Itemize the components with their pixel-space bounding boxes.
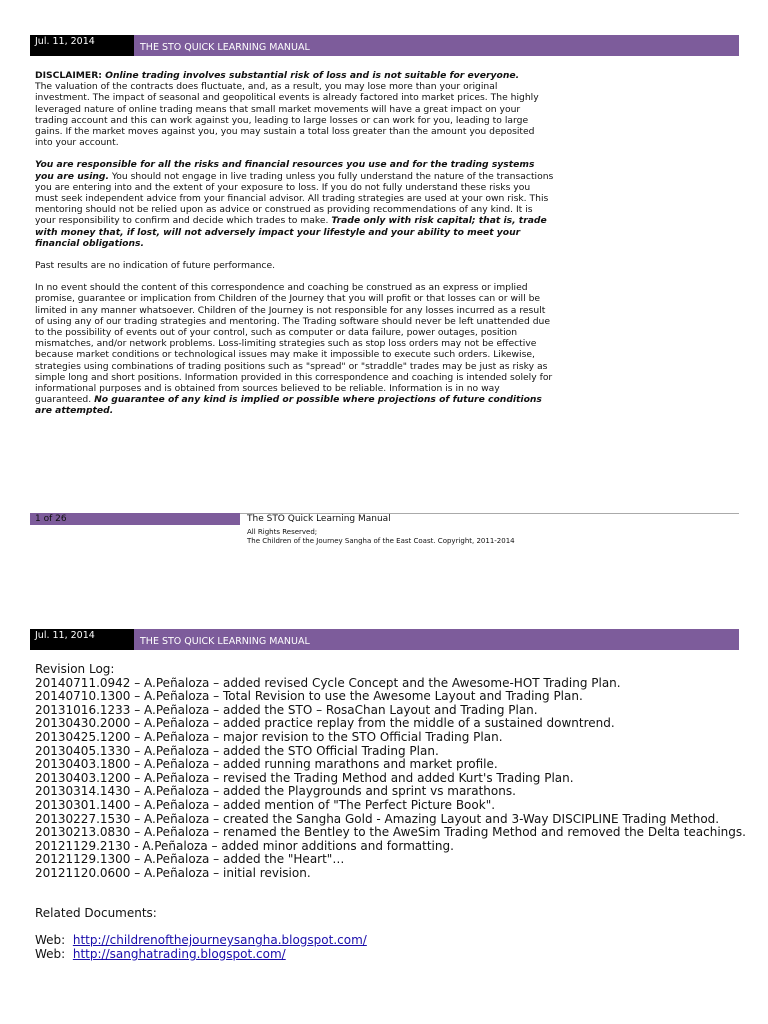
web-link-row <box>35 934 367 948</box>
revision-entry: 20121129.1300 – A.Peñaloza – added the "Heart"… <box>35 852 345 867</box>
revision-log <box>35 663 746 881</box>
footer-copyright: The Children of the Journey Sangha of the East Coast. Copyright, 2011-2014 <box>247 537 515 545</box>
revision-entry: 20121120.0600 – A.Peñaloza – initial revision. <box>35 865 311 880</box>
revision-entry: 20130430.2000 – A.Peñaloza – added practice replay from the middle of a sustained downtrend. <box>35 716 615 731</box>
revision-entry: 20131016.1233 – A.Peñaloza – added the STO – RosaChan Layout and Trading Plan. <box>35 702 538 717</box>
revision-entry: 20130314.1430 – A.Peñaloza – added the Playgrounds and sprint vs marathons. <box>35 784 516 799</box>
no-guarantee-statement: No guarantee of any kind is implied or possible where projections of future conditions are attempted. <box>35 394 542 417</box>
page1-header <box>30 35 739 56</box>
footer-title: The STO Quick Learning Manual <box>247 514 391 524</box>
past-results-note: Past results are no indication of future performance. <box>35 260 276 272</box>
blog-link-children[interactable]: http://childrenofthejourneysangha.blogspot.com/ <box>72 933 367 948</box>
web-label: Web: <box>35 933 66 948</box>
disclaimer-paragraph-1 <box>35 70 555 148</box>
page1-footer <box>30 513 739 553</box>
revision-entry: 20140711.0942 – A.Peñaloza – added revised Cycle Concept and the Awesome-HOT Trading Plan. <box>35 675 621 690</box>
web-link-row <box>35 948 367 962</box>
responsibility-statement: You are responsible for all the risks and financial resources you use and for the trading systems you are using. <box>35 159 535 182</box>
header-date: Jul. 11, 2014 <box>30 35 134 56</box>
disclaimer-label: DISCLAIMER: <box>35 70 102 81</box>
disclaimer <box>35 70 555 428</box>
revision-log-title: Revision Log: <box>35 662 115 676</box>
footer-rights: All Rights Reserved; <box>247 528 318 536</box>
header-date: Jul. 11, 2014 <box>30 629 134 650</box>
disclaimer-text-2: You should not engage in live trading unless you fully understand the nature of the transactions you are entering into and the extent of your exposure to loss. If you do not fully understand these risks you must seek independent advice from your financial advisor. All trading strategies are used at your own risk. This mentoring should not be relied upon as advice or construed as providing recommendations of any kind. It is your responsibility to confirm and decide which trades to make. <box>35 170 554 227</box>
disclaimer-text-4: In no event should the content of this correspondence and coaching be construed as an express or implied promise, guarantee or implication from Children of the Journey that you will profit or that losses can or will be limited in any manner whatsoever. Children of the Journey is not responsible for any losses incurred as a result of using any of our trading strategies and mentoring. The Trading software should never be left unattended due to the possibility of events out of your control, such as computer or data failure, power outages, position mismatches, and/or network problems. Loss-limiting strategies such as stop loss orders may not be effective because market conditions or technological issues may make it impossible to execute such orders. Likewise, strategies using combinations of trading positions such as "spread" or "straddle" trades may be just as risky as simple long and short positions. Information provided in this correspondence and coaching is intended solely for informational purposes and is obtained from sources believed to be reliable. Information is in no way guaranteed. <box>35 282 553 406</box>
page2-header <box>30 629 739 650</box>
disclaimer-headline: Online trading involves substantial risk of loss and is not suitable for everyone. <box>101 70 520 81</box>
revision-entry: 20121129.2130 - A.Peñaloza – added minor additions and formatting. <box>35 838 454 853</box>
revision-entry: 20130403.1200 – A.Peñaloza – revised the Trading Method and added Kurt's Trading Plan. <box>35 770 574 785</box>
revision-entry: 20130227.1530 – A.Peñaloza – created the Sangha Gold - Amazing Layout and 3-Way DISCIPLINE Trading Method. <box>35 811 720 826</box>
disclaimer-paragraph-2 <box>35 159 555 249</box>
header-title: THE STO QUICK LEARNING MANUAL <box>134 629 739 650</box>
disclaimer-paragraph-4 <box>35 282 555 416</box>
web-label: Web: <box>35 946 66 961</box>
page-number: 1 of 26 <box>30 513 240 525</box>
revision-entry: 20130405.1330 – A.Peñaloza – added the STO Official Trading Plan. <box>35 743 439 758</box>
revision-entry: 20140710.1300 – A.Peñaloza – Total Revision to use the Awesome Layout and Trading Plan. <box>35 689 583 704</box>
related-documents-title: Related Documents: <box>35 906 157 920</box>
risk-capital-statement: Trade only with risk capital; that is, trade with money that, if lost, will not adversely impact your lifestyle and your ability to meet your financial obligations. <box>35 215 547 249</box>
revision-entry: 20130403.1800 – A.Peñaloza – added running marathons and market profile. <box>35 757 498 772</box>
revision-entry: 20130213.0830 – A.Peñaloza – renamed the Bentley to the AweSim Trading Method and removed the Delta teachings. <box>35 825 746 840</box>
header-title: THE STO QUICK LEARNING MANUAL <box>134 35 739 56</box>
revision-entry: 20130301.1400 – A.Peñaloza – added mention of "The Perfect Picture Book". <box>35 797 496 812</box>
blog-link-sangha[interactable]: http://sanghatrading.blogspot.com/ <box>72 946 286 961</box>
disclaimer-text-1: The valuation of the contracts does fluctuate, and, as a result, you may lose more than your original investment. The impact of seasonal and geopolitical events is already factored into market prices. The highly leveraged nature of online trading means that small market movements will have a great impact on your trading account and this can work against you, leading to large losses or can work for you, leading to large gains. If the market moves against you, you may sustain a total loss greater than the amount you deposited into your account. <box>35 81 539 149</box>
related-documents <box>35 907 367 961</box>
revision-entry: 20130425.1200 – A.Peñaloza – major revision to the STO Official Trading Plan. <box>35 729 503 744</box>
